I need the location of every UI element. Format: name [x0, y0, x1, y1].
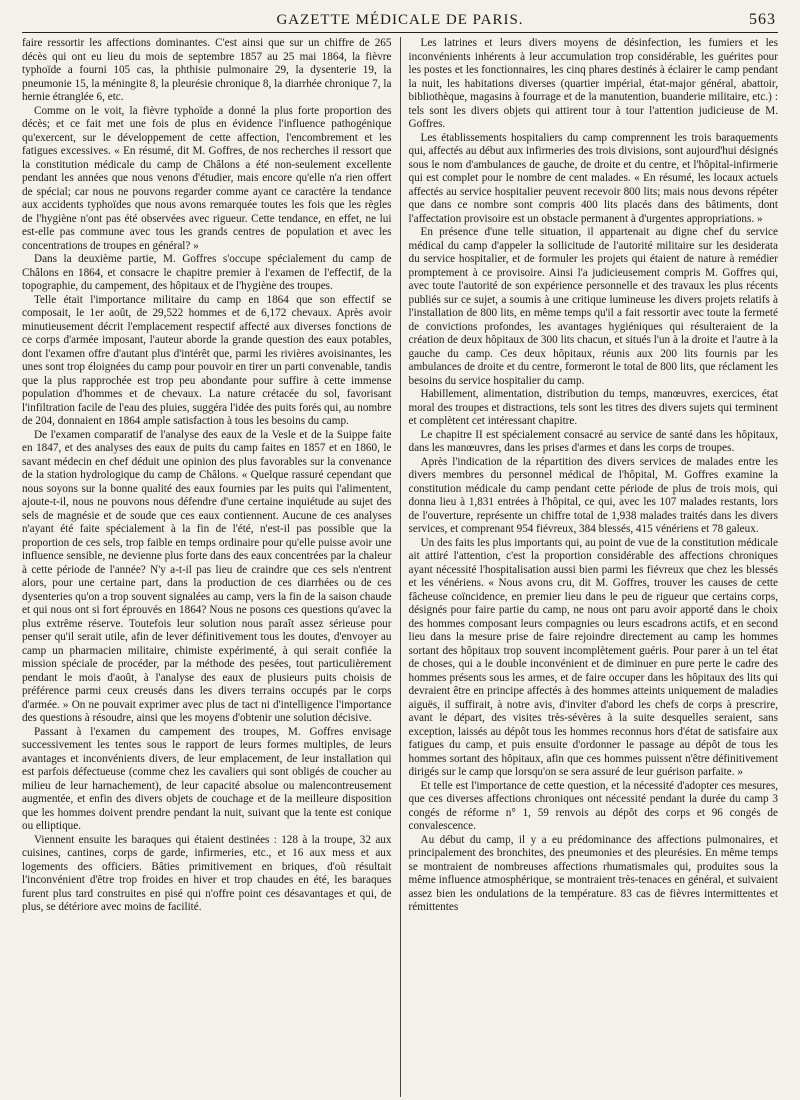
- paragraph: faire ressortir les affections dominantes. C'est ainsi que sur un chiffre de 265 décès qui ont eu lieu du mois de septembre 1857 au 25 mai 1864, la fièvre typhoïde a fourni 105 cas, la phthisie pulmonaire 29, la dysenterie 19, la pneumonie 15, la méningite 8, la pleurésie chronique 8, la diarrhée chronique 7, la hernie étranglée 6, etc.: [22, 37, 392, 103]
- paragraph: Et telle est l'importance de cette question, et la nécessité d'adopter ces mesures, que ces diverses affections chroniques ont nécessité pendant la durée du camp 3 congés de réforme n° 1, 59 renvois au dépôt des corps et 96 congés de convalescence.: [408, 779, 778, 832]
- paragraph: Viennent ensuite les baraques qui étaient destinées : 128 à la troupe, 32 aux cuisines, cantines, corps de garde, infirmeries, etc., et 16 aux mess et aux logements des officiers. Bâties primitivement en briques, d'où résultait l'inconvénient d'être trop froides en hiver et trop chaudes en été, les baraques furent plus tard construites en pisé qui n'offre point ces désavantages et qui, de plus, se détériore avec moins de facilité.: [22, 833, 392, 913]
- paragraph: Dans la deuxième partie, M. Goffres s'occupe spécialement du camp de Châlons en 1864, et consacre le chapitre premier à l'examen de l'effectif, de la topographie, du campement, des hôpitaux et de l'hygiène des troupes.: [22, 253, 392, 292]
- paragraph: Comme on le voit, la fièvre typhoïde a donné la plus forte proportion des décès; et ce fait met une fois de plus en évidence l'influence pathogénique qu'exercent, sur le développement de cette affection, l'encombrement et les fatigues excessives. « En résumé, dit M. Goffres, de nos recherches il ressort que la constitution médicale du camp de Châlons a été non-seulement excellente pendant les années que nous venons d'étudier, mais encore qu'elle n'a rien offert de spécial; car nous ne pouvons regarder comme ayant ce caractère la tendance aux accidents typhoïdes que nous avons remarquée toutes les fois que les règles de l'hygiène n'ont pas été observées avec rigueur. Cette tendance, en effet, ne lui est-elle pas commune avec tous les grands centres de population et avec les concentrations de troupes en général? »: [22, 104, 392, 252]
- paragraph: Un des faits les plus importants qui, au point de vue de la constitution médicale ait attiré l'attention, c'est la proportion considérable des affections chroniques ayant nécessité l'hospitalisation aussi bien parmi les fiévreux que chez les blessés et les vénériens. « Nous avons cru, dit M. Goffres, trouver les causes de cette fâcheuse coïncidence, en premier lieu dans le peu de rigueur que certains corps, désignés pour faire partie du camp, ne nous ont paru avoir apporté dans le choix des hommes composant leurs compagnies ou leurs escadrons actifs, et en second lieu dans la mesure prise de faire rejoindre directement au camp les hommes sortant des hôpitaux trop souvent incomplètement guéris. Pour parer à un tel état de choses, qui a le double inconvénient et de diminuer en pure perte le cadre des hommes présents sous les armes, et de faire occuper dans les hôpitaux des lits qui devraient être en principe affectés à des hommes atteints uniquement de maladies aiguës, il suffirait, à notre avis, d'inviter d'abord les chefs de corps à prescrire, avant le départ, des visites très-sévères à la suite desquelles seraient, sans exception, laissés au dépôt tous les hommes reconnus hors d'état de satisfaire aux fatigues du camp, et puis ensuite d'ordonner le passage au dépôt de tous les hommes sortant des hôpitaux, afin que ces hommes puissent n'être définitivement dirigés sur le camp que lorsqu'on se sera assuré de leur guérison parfaite. »: [408, 536, 778, 778]
- paragraph: Telle était l'importance militaire du camp en 1864 que son effectif se composait, le 1er août, de 29,522 hommes et de 6,172 chevaux. Après avoir minutieusement décrit l'emplacement respectif affecté aux diverses fonctions de ce corps d'armée imposant, l'auteur aborde la grande question des eaux potables, dont l'examen offre d'autant plus d'intérêt que, parmi les rivières avoisinantes, les unes sont trop éloignées du camp pour pouvoir en tirer un parti convenable, tandis que la plus rapprochée est trop peu abondante pour suffire à cette immense population d'hommes et de chevaux. La nature crétacée du sol, favorisant l'infiltration facile de l'eau des pluies, suggéra l'idée des puits forés qui, au nombre de 204, donnaient en 1864 ample satisfaction à tous les besoins du camp.: [22, 293, 392, 427]
- page-number: 563: [749, 11, 776, 28]
- paragraph: Habillement, alimentation, distribution du temps, manœuvres, exercices, état moral des troupes et distractions, tels sont les titres des divers sujets qui terminent et complètent cet intéressant chapitre.: [408, 388, 778, 427]
- paragraph: En présence d'une telle situation, il appartenait au digne chef du service médical du camp d'appeler la sollicitude de l'autorité militaire sur les desiderata du service hospitalier, et de formuler les projets qui étaient de nature à remédier promptement à ce provisoire. Ainsi l'a judicieusement compris M. Goffres qui, avec toute l'autorité de son expérience personnelle et des travaux les plus récents publiés sur ce sujet, a soumis à une critique lumineuse les divers projets relatifs à l'installation de 800 lits, en même temps qu'il a fait ressortir avec toute la fermeté de convictions profondes, les avantages hygiéniques qui résulteraient de la création de deux hôpitaux de 300 lits chacun, et situés l'un à la droite et l'autre à la gauche du camp. Ces deux hôpitaux, réunis aux 200 lits fournis par les ambulances de droite et du centre, formeront le total de 800 lits, que réclament les besoins du service hospitalier du camp.: [408, 226, 778, 387]
- paragraph: Les établissements hospitaliers du camp comprennent les trois baraquements qui, affectés au début aux infirmeries des trois divisions, sont aujourd'hui désignés sous le nom d'ambulances de gauche, de droite et du centre, et l'hôpital-infirmerie qui est complet pour le nombre de cent malades. « En résumé, les locaux actuels affectés au service hospitalier peuvent recevoir 800 lits; mais nous devons répéter que dans ce nombre sont compris 400 lits placés dans des bâtiments, dont l'affectation provisoire est un obstacle permanent à d'urgentes appropriations. »: [408, 131, 778, 225]
- page-header: [22, 10, 778, 33]
- paragraph: Après l'indication de la répartition des divers services de malades entre les divers membres du personnel médical de l'hôpital, M. Goffres examine la constitution médicale du camp pendant cette période de plus de trois mois, qui donna lieu à 1,831 entrées à l'hôpital, ce qui, avec les 107 malades restants, lors de l'ouverture, représente un chiffre total de 1,938 malades traités dans les divers services, et comprenant 954 fiévreux, 384 blessés, 415 vénériens et 78 galeux.: [408, 455, 778, 535]
- paragraph: Passant à l'examen du campement des troupes, M. Goffres envisage successivement les tentes sous le rapport de leurs formes multiples, de leurs avantages et inconvénients divers, de leur emplacement, de leur installation qui est parfois défectueuse (comme chez les cavaliers qui sont obligés de coucher au milieu de leur harnachement), de leur capacité absolue ou malencontreusement augmentée, et enfin des divers objets de couchage et de la meilleure disposition que les hommes doivent prendre pendant la nuit, suivant que la tente est conique ou elliptique.: [22, 725, 392, 832]
- journal-title: GAZETTE MÉDICALE DE PARIS.: [276, 12, 524, 28]
- paragraph: Le chapitre II est spécialement consacré au service de santé dans les hôpitaux, dans les manœuvres, dans les prises d'armes et dans les corps de troupes.: [408, 428, 778, 454]
- paragraph: Les latrines et leurs divers moyens de désinfection, les fumiers et les inconvénients inhérents à leur accumulation trop considérable, les guérites pour les postes et les fonctionnaires, les cinq phares destinés à éclairer le camp pendant la nuit, les habitations diverses (quartier impérial, état-major général, abattoir, bibliothèque, magasins à fourrage et de la manutention, buanderie militaire, etc.) : tels sont les divers objets qui attirent tour à tour l'attention judicieuse de M. Goffres.: [408, 37, 778, 130]
- article-columns: [22, 37, 778, 1097]
- paragraph: Au début du camp, il y a eu prédominance des affections pulmonaires, et principalement des bronchites, des pneumonies et des pleurésies. En même temps se montraient de nombreuses affections rhumatismales qui, produites sous la même influence atmosphérique, se montraient très-tenaces en général, et suivaient assez bien les ondulations de la température. 83 cas de fièvres intermittentes et rémittentes: [408, 833, 778, 913]
- paragraph: De l'examen comparatif de l'analyse des eaux de la Vesle et de la Suippe faite en 1847, et des analyses des eaux de puits du camp faites en 1857 et en 1860, le savant médecin en chef déduit une opinion des plus favorables sur la convenance de la station hydrologique du camp de Châlons. « Quelque rassuré cependant que nous soyons sur la bonne qualité des eaux fournies par les puits qui l'alimentent, ajoute-t-il, nous ne pouvons nous défendre d'une certaine inquiétude au sujet des sels de magnésie et de soude que ces eaux contiennent. Aucune de ces analyses n'ayant été faite spécialement à la fin de l'été, n'est-il pas possible que la proportion de ces sels, trop faible en temps ordinaire pour qu'elle puisse avoir une influence sensible, ne devienne plus forte dans des eaux concentrées par la chaleur à cette période de l'année? N'y a-t-il pas lieu de craindre que ces sels n'entrent alors, pour une certaine part, dans la production de ces diarrhées ou de ces dysenteries qu'on a trop souvent signalées au camp, vers la fin de la saison chaude et qui nous ont si fort éprouvés en 1864? Nous ne posons ces questions qu'avec la plus extrême réserve. Toutefois leur solution nous paraît assez sérieuse pour penser qu'il serait utile, afin de lever définitivement tous les doutes, d'envoyer au camp un pharmacien militaire, chimiste expérimenté, à qui serait confiée la mission spéciale de procéder, par la méthode des pesées, tout particulièrement pendant le mois d'août, à l'analyse des eaux de plusieurs puits choisis de préférence parmi ceux creusés dans les divers terrains occupés par le corps d'armée. » On ne pouvait exprimer avec plus de tact ni d'intelligence l'importance des questions à résoudre, ainsi que les moyens d'obtenir une solution décisive.: [22, 428, 392, 724]
- right-column: [400, 37, 779, 1097]
- left-column: [22, 37, 400, 1097]
